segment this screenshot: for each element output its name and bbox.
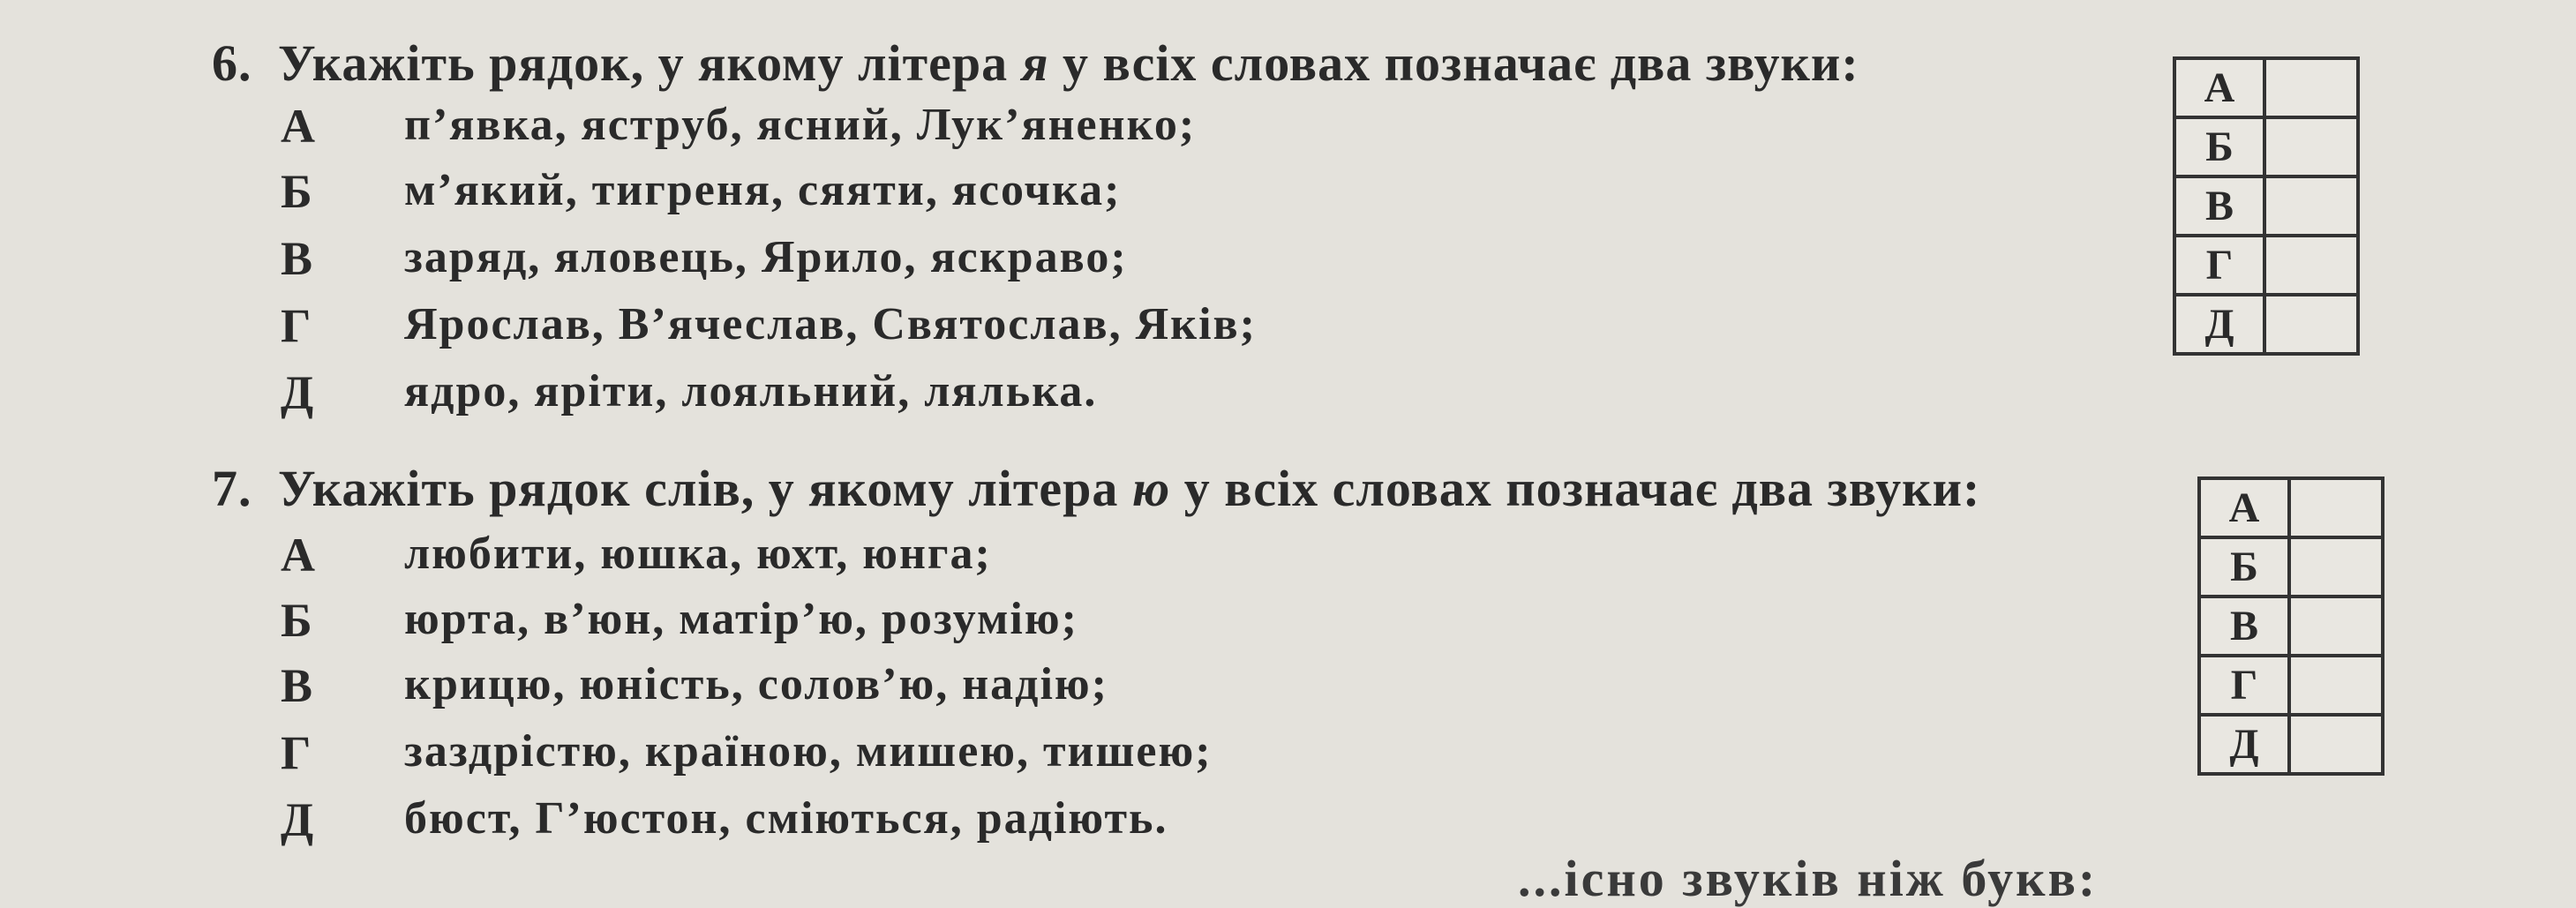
answer-letter: Б xyxy=(2199,537,2289,597)
next-question-fragment: ...існо звуків ніж букв: xyxy=(1518,850,2099,907)
answer-checkbox[interactable] xyxy=(2289,478,2383,537)
option-text: Ярослав, В’ячеслав, Святослав, Яків; xyxy=(404,299,1257,349)
option-letter: Б xyxy=(281,594,314,647)
key-letter: я xyxy=(1021,34,1049,92)
answer-row[interactable] xyxy=(2174,295,2358,354)
answer-row[interactable] xyxy=(2199,656,2383,715)
answer-checkbox[interactable] xyxy=(2264,58,2358,117)
answer-grid-q6 xyxy=(2173,56,2360,356)
answer-letter: Д xyxy=(2199,715,2289,774)
option-letter: Г xyxy=(281,726,313,779)
answer-grid-q7 xyxy=(2197,477,2384,776)
answer-row[interactable] xyxy=(2199,597,2383,656)
answer-checkbox[interactable] xyxy=(2289,537,2383,597)
answer-row[interactable] xyxy=(2174,117,2358,176)
option-text: ядро, яріти, лояльний, лялька. xyxy=(404,366,1098,416)
option-text: любити, юшка, юхт, юнга; xyxy=(404,529,992,579)
option-text: м’який, тигреня, сяяти, ясочка; xyxy=(404,165,1122,215)
question-prompt-start: Укажіть рядок слів, у якому літера xyxy=(278,460,1119,517)
option-letter: А xyxy=(281,100,317,153)
answer-checkbox[interactable] xyxy=(2264,236,2358,295)
option-letter: В xyxy=(281,232,315,285)
answer-checkbox[interactable] xyxy=(2264,176,2358,236)
option-letter: Д xyxy=(281,366,316,419)
option-letter: Д xyxy=(281,793,316,846)
option-text: крицю, юність, солов’ю, надію; xyxy=(404,659,1108,709)
answer-checkbox[interactable] xyxy=(2264,295,2358,354)
option-text: п’явка, яструб, ясний, Лук’яненко; xyxy=(404,100,1197,150)
question-prompt-end: у всіх словах позначає два звуки: xyxy=(1063,34,1859,92)
answer-checkbox[interactable] xyxy=(2289,715,2383,774)
answer-letter: А xyxy=(2199,478,2289,537)
option-letter: В xyxy=(281,659,315,712)
option-text: юрта, в’юн, матір’ю, розумію; xyxy=(404,594,1078,644)
question-prompt-start: Укажіть рядок, у якому літера xyxy=(278,34,1009,92)
answer-row[interactable] xyxy=(2174,58,2358,117)
answer-row[interactable] xyxy=(2174,176,2358,236)
answer-checkbox[interactable] xyxy=(2289,656,2383,715)
answer-checkbox[interactable] xyxy=(2264,117,2358,176)
answer-letter: Д xyxy=(2174,295,2264,354)
answer-letter: Б xyxy=(2174,117,2264,176)
option-letter: Г xyxy=(281,299,313,352)
question-number: 7. xyxy=(212,460,252,517)
answer-letter: В xyxy=(2174,176,2264,236)
answer-row[interactable] xyxy=(2199,715,2383,774)
answer-letter: В xyxy=(2199,597,2289,656)
option-text: заздрістю, країною, мишею, тишею; xyxy=(404,726,1213,777)
answer-letter: Г xyxy=(2174,236,2264,295)
key-letter: ю xyxy=(1131,460,1171,517)
option-text: заряд, яловець, Ярило, яскраво; xyxy=(404,232,1128,282)
answer-row[interactable] xyxy=(2174,236,2358,295)
option-letter: А xyxy=(281,529,317,582)
option-text: бюст, Г’юстон, сміються, радіють. xyxy=(404,793,1168,844)
answer-row[interactable] xyxy=(2199,537,2383,597)
answer-checkbox[interactable] xyxy=(2289,597,2383,656)
question-6-heading xyxy=(212,34,1859,93)
question-number: 6. xyxy=(212,34,252,92)
answer-letter: Г xyxy=(2199,656,2289,715)
answer-letter: А xyxy=(2174,58,2264,117)
question-prompt-end: у всіх словах позначає два звуки: xyxy=(1183,460,1981,517)
answer-row[interactable] xyxy=(2199,478,2383,537)
option-letter: Б xyxy=(281,165,314,218)
question-7-heading xyxy=(212,459,1980,518)
